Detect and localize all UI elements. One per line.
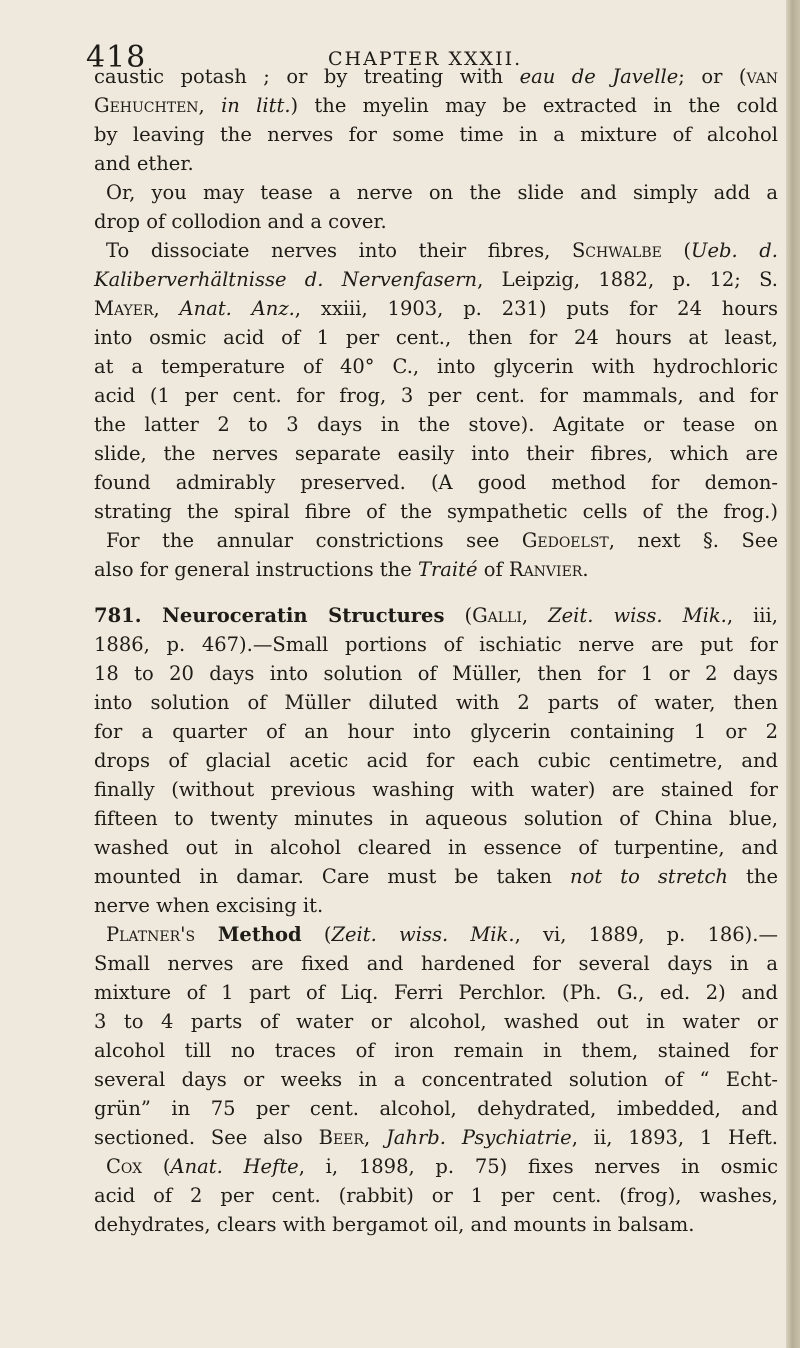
text-run: drop of collodion and a cover. <box>94 210 387 233</box>
text-run: , xxiii, 1903, p. 231) puts for 24 hours <box>294 297 778 320</box>
text-run: found admirably preserved. (A good method for demon- <box>94 471 778 494</box>
text-line <box>94 381 778 410</box>
text-run: into osmic acid of 1 per cent., then for 24 hours at least, <box>94 326 778 349</box>
text-run: eau de Javelle <box>519 65 679 88</box>
text-run: , i, 1898, p. 75) fixes nerves in osmic <box>298 1155 779 1178</box>
text-line <box>94 265 778 294</box>
text-run: 18 to 20 days into solution of Müller, then for 1 or 2 days <box>94 662 778 685</box>
text-run: To dissociate nerves into their fibres, <box>106 239 572 262</box>
text-line <box>94 920 778 949</box>
text-run: washed out in alcohol cleared in essence of turpentine, and <box>94 836 778 859</box>
text-line <box>94 1094 778 1123</box>
text-line <box>94 775 778 804</box>
text-run: Jahrb. Psychiatrie <box>385 1126 572 1149</box>
text-line <box>94 91 778 120</box>
text-line <box>94 949 778 978</box>
text-line <box>94 207 778 236</box>
text-run: , <box>521 604 549 627</box>
paragraph-gap <box>94 584 778 601</box>
text-run: ( <box>142 1155 171 1178</box>
text-run: and ether. <box>94 152 194 175</box>
text-run: Kaliberverhältnisse d. Nervenfasern <box>94 268 478 291</box>
text-run: 781. Neuroceratin Structures <box>94 604 445 627</box>
text-run: , Leipzig, 1882, p. 12; S. <box>477 268 778 291</box>
text-line <box>94 978 778 1007</box>
text-run: also for general instructions the <box>94 558 418 581</box>
text-run: Ranvier <box>508 558 583 581</box>
body-text <box>94 62 778 1239</box>
text-run: of <box>477 558 509 581</box>
text-run: by leaving the nerves for some time in a mixture of alcohol <box>94 123 778 146</box>
text-line <box>94 1152 778 1181</box>
text-run: , ii, 1893, 1 Heft. <box>571 1126 778 1149</box>
text-line <box>94 120 778 149</box>
text-run: at a temperature of 40° C., into glycerin with hydrochloric <box>94 355 778 378</box>
text-run: sectioned. See also <box>94 1126 319 1149</box>
text-run: nerve when excising it. <box>94 894 324 917</box>
text-run: the <box>727 865 778 888</box>
text-run: drops of glacial acetic acid for each cubic centimetre, and <box>94 749 778 772</box>
text-run: not to stretch <box>570 865 728 888</box>
text-line <box>94 410 778 439</box>
text-line <box>94 601 778 630</box>
text-run: mixture of 1 part of Liq. Ferri Perchlor. (Ph. G., ed. 2) and <box>94 981 778 1004</box>
text-run: Gedoelst <box>521 529 609 552</box>
page-number: 418 <box>86 40 147 75</box>
text-run: acid of 2 per cent. (rabbit) or 1 per cent. (frog), washes, <box>94 1184 778 1207</box>
text-line <box>94 630 778 659</box>
text-line <box>94 833 778 862</box>
text-run: van <box>746 65 778 88</box>
text-run: mounted in damar. Care must be taken <box>94 865 571 888</box>
text-line <box>94 746 778 775</box>
text-run: Galli <box>472 604 522 627</box>
text-run: into solution of Müller diluted with 2 parts of water, then <box>94 691 778 714</box>
text-line <box>94 439 778 468</box>
text-run: ; or ( <box>678 65 747 88</box>
text-line <box>94 178 778 207</box>
text-line <box>94 862 778 891</box>
text-run: Cox <box>106 1155 143 1178</box>
text-run: Gehuchten <box>94 94 199 117</box>
text-run: Anat. Anz. <box>179 297 295 320</box>
text-line <box>94 1007 778 1036</box>
text-run: ( <box>444 604 473 627</box>
text-run: , <box>153 297 180 320</box>
text-run: fifteen to twenty minutes in aqueous solution of China blue, <box>94 807 778 830</box>
text-run: finally (without previous washing with water) are stained for <box>94 778 778 801</box>
text-line <box>94 149 778 178</box>
text-run: Or, you may tease a nerve on the slide and simply add a <box>106 181 778 204</box>
text-run: , <box>363 1126 386 1149</box>
text-run: 3 to 4 parts of water or alcohol, washed out in water or <box>94 1010 778 1033</box>
text-line <box>94 526 778 555</box>
text-run: 1886, p. 467).—Small portions of ischiatic nerve are put for <box>94 633 778 656</box>
page-edge <box>786 0 800 1348</box>
text-run: alcohol till no traces of iron remain in them, stained for <box>94 1039 778 1062</box>
text-line <box>94 294 778 323</box>
text-line <box>94 891 778 920</box>
text-line <box>94 688 778 717</box>
text-line <box>94 1210 778 1239</box>
text-run: caustic potash ; or by treating with <box>94 65 520 88</box>
running-head: CHAPTER XXXII. <box>328 48 523 70</box>
text-line <box>94 1065 778 1094</box>
text-line <box>94 659 778 688</box>
text-run: , <box>198 94 222 117</box>
text-run: , next §. See <box>608 529 778 552</box>
text-run: Zeit. wiss. Mik. <box>548 604 727 627</box>
text-run: , vi, 1889, p. 186).— <box>514 923 778 946</box>
text-line <box>94 62 778 91</box>
text-run: strating the spiral fibre of the sympathetic cells of the frog.) <box>94 500 778 523</box>
text-run: Mayer <box>94 297 154 320</box>
text-run: Method <box>195 923 302 946</box>
text-run: Anat. Hefte <box>170 1155 299 1178</box>
text-line <box>94 717 778 746</box>
text-line <box>94 555 778 584</box>
text-run: grün” in 75 per cent. alcohol, dehydrated, imbedded, and <box>94 1097 778 1120</box>
text-line <box>94 352 778 381</box>
text-run: , iii, <box>726 604 778 627</box>
text-run: several days or weeks in a concentrated solution of “ Echt- <box>94 1068 778 1091</box>
text-line <box>94 1181 778 1210</box>
text-run: dehydrates, clears with bergamot oil, and mounts in balsam. <box>94 1213 695 1236</box>
text-line <box>94 323 778 352</box>
text-line <box>94 1123 778 1152</box>
text-run: Zeit. wiss. Mik. <box>331 923 515 946</box>
text-run: Small nerves are fixed and hardened for several days in a <box>94 952 778 975</box>
text-run: ) the myelin may be extracted in the cold <box>290 94 778 117</box>
text-run: . <box>582 558 589 581</box>
text-run: ( <box>661 239 692 262</box>
text-run: Platner's <box>106 923 196 946</box>
text-line <box>94 1036 778 1065</box>
text-line <box>94 468 778 497</box>
text-run: Traité <box>417 558 478 581</box>
text-run: the latter 2 to 3 days in the stove). Agitate or tease on <box>94 413 778 436</box>
text-line <box>94 497 778 526</box>
text-line <box>94 804 778 833</box>
text-run: Beer <box>318 1126 364 1149</box>
text-run: For the annular constrictions see <box>106 529 522 552</box>
text-run: Ueb. d. <box>691 239 778 262</box>
text-line <box>94 236 778 265</box>
text-run: in litt. <box>221 94 291 117</box>
text-run: acid (1 per cent. for frog, 3 per cent. for mammals, and for <box>94 384 778 407</box>
text-run: Schwalbe <box>571 239 662 262</box>
text-run: for a quarter of an hour into glycerin containing 1 or 2 <box>94 720 778 743</box>
text-run: slide, the nerves separate easily into their fibres, which are <box>94 442 778 465</box>
text-run: ( <box>301 923 332 946</box>
